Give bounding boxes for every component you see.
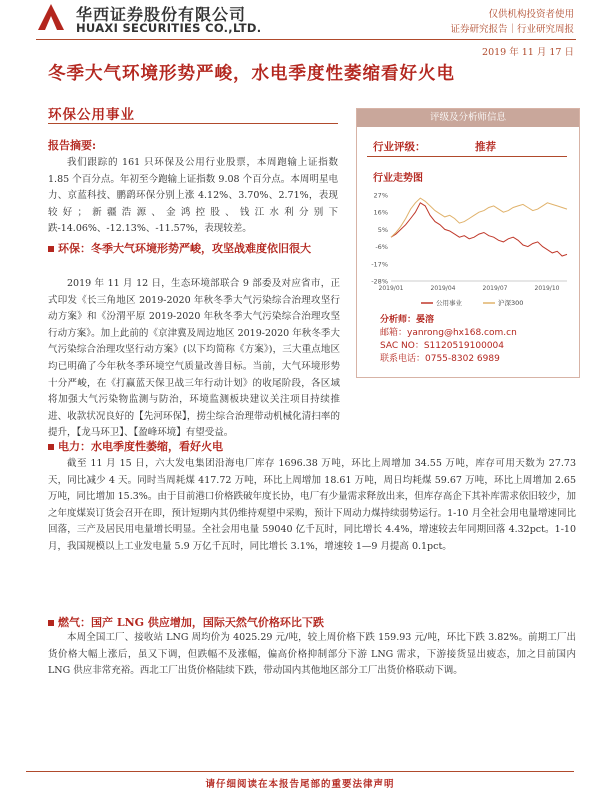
x-tick-label: 2019/07 (482, 285, 508, 292)
analyst-sac: SAC NO：S1120519100004 (380, 341, 504, 351)
rating-label: 行业评级： (373, 141, 426, 153)
y-tick-label: -28% (371, 277, 388, 286)
company-logo (36, 2, 66, 32)
section-environment-text: 2019 年 11 月 12 日，生态环境部联合 9 部委及对应省市，正式印发《长三角地区 2019-2020 年秋冬季大气污染综合治理攻坚行动方案》和《汾渭平原 2019-2020 年秋冬季大气污染综合治理攻坚行动方案》。加上此前的《京津冀及周边地区 2019-2020 年秋冬季大气污染综合治理攻坚行动方案》(以下均简称《方案》)，三大重点地区均已明确了今年秋冬季环境空气质量改善目标。当前，大气环境形势十分严峻，在《打赢蓝天保卫战三年行动计划》的收尾阶段，各区域将加强大气污染物监测与防治，环境监测板块建议关注项目持续推进、收款状况良好的【先河环保】，捞尘综合治理带动机械化清扫率的提升，【龙马环卫】、【盈峰环境】有望受益。 (48, 278, 340, 439)
series-line-0 (391, 203, 567, 256)
y-tick-label: -6% (375, 243, 388, 252)
section-power-text: 截至 11 月 15 日，六大发电集团沿海电厂库存 1696.38 万吨，环比上周增加 34.55 万吨，库存可用天数为 27.73 天，同比减少 4 天。同时当周耗煤 417.72 万吨，环比上周增加 18.61 万吨，周日均耗煤 59.67 万吨，环比上周增加 2.65 万吨，同比增加 15.3%。由于目前港口价格跌破年度长协，电厂有少量需求释放出来，但库存高企下其补库需求依旧较少，加之年度煤炭订货会召开在即，预计短期内其仍维持观望中采购，预计下周动力煤持续弱势运行。1-10 月全社会用电量增速同比回落，三产及居民用电量增长明显。全社会用电量 59040 亿千瓦时，同比增长 4.4%，增速较去年同期回落 4.32pct。1-10 月，我国规模以上工业发电量 5.9 万亿千瓦时，同比增长 3.1%，增速较 1—9 月提高 0.1pct。 (48, 458, 576, 552)
analyst-info (380, 314, 517, 366)
bullet-icon (48, 620, 54, 626)
analyst-email: 邮箱：yanrong@hx168.com.cn (380, 328, 517, 338)
section-gas-heading (48, 614, 324, 630)
footer-divider (26, 771, 574, 772)
analyst-phone: 联系电话：0755-8302 6989 (380, 354, 500, 364)
bullet-icon (48, 444, 54, 450)
bullet-icon (48, 246, 54, 252)
section-environment-heading-text: 环保：冬季大气环境形势严峻，攻坚战难度依旧很大 (58, 242, 311, 255)
section-gas-heading-text: 燃气：国产 LNG 供应增加，国际天然气价格环比下跌 (58, 616, 324, 629)
chart-title: 行业走势图 (373, 173, 423, 184)
panel-header: 评级及分析师信息 (357, 109, 579, 127)
y-tick-label: 27% (373, 191, 388, 200)
x-tick-label: 2019/04 (430, 285, 456, 292)
rating-divider (367, 156, 567, 157)
trend-chart (361, 187, 575, 317)
section-gas-text: 本周全国工厂、接收站 LNG 周均价为 4025.29 元/吨，较上周价格下跌 159.93 元/吨，环比下跌 3.82%。前期工厂出货价格大幅上涨后，虽又下调，但跌幅不及涨幅，偏高价格抑制部分下游 LNG 需求，下游接货显出疲态，加之目前国内 LNG 供应非常充裕。西北工厂出货价格陆续下跌，带动国内其他地区部分工厂出货价格联动下调。 (48, 632, 576, 677)
audience-notice: 仅供机构投资者使用 (488, 9, 574, 20)
company-name-cn: 华西证券股份有限公司 (76, 5, 247, 24)
section-power-heading (48, 438, 223, 454)
x-tick-label: 2019/01 (378, 285, 404, 292)
legal-notice: 请仔细阅读在本报告尾部的重要法律声明 (205, 779, 395, 790)
summary-heading: 报告摘要: (48, 139, 97, 152)
y-tick-label: 5% (377, 225, 388, 234)
analyst-name: 分析师：晏溶 (380, 315, 435, 325)
header-divider (36, 39, 576, 40)
summary-text: 我们跟踪的 161 只环保及公用行业股票，本周跑输上证指数 1.85 个百分点。年初至今跑输上证指数 9.08 个百分点。本周明星电力、京蓝科技、鹏鹞环保分别上涨 4.12%、3.70%、2.71%，表现较好；新疆浩源、金鸿控股、钱江水利分别下跌-14.06%、-12.13%、-11.57%，表现较差。 (48, 157, 338, 235)
legend-label: 公用事业 (436, 299, 462, 307)
y-tick-label: 16% (373, 208, 388, 217)
section-power-heading-text: 电力：水电季度性萎缩，看好火电 (58, 440, 223, 453)
report-title: 冬季大气环境形势严峻，水电季度性萎缩看好火电 (48, 64, 455, 84)
x-tick-label: 2019/10 (534, 285, 560, 292)
company-name-en: HUAXI SECURITIES CO.,LTD. (76, 21, 262, 35)
sector-name: 环保公用事业 (48, 107, 135, 123)
section-environment-heading (48, 240, 340, 257)
sector-divider (48, 123, 338, 124)
report-date: 2019 年 11 月 17 日 (482, 47, 574, 58)
series-line-1 (391, 198, 567, 237)
report-type: 证券研究报告｜行业研究周报 (450, 24, 574, 35)
y-tick-label: -17% (371, 260, 388, 269)
legend-label: 沪深300 (498, 299, 524, 307)
rating-value: 推荐 (475, 141, 496, 153)
